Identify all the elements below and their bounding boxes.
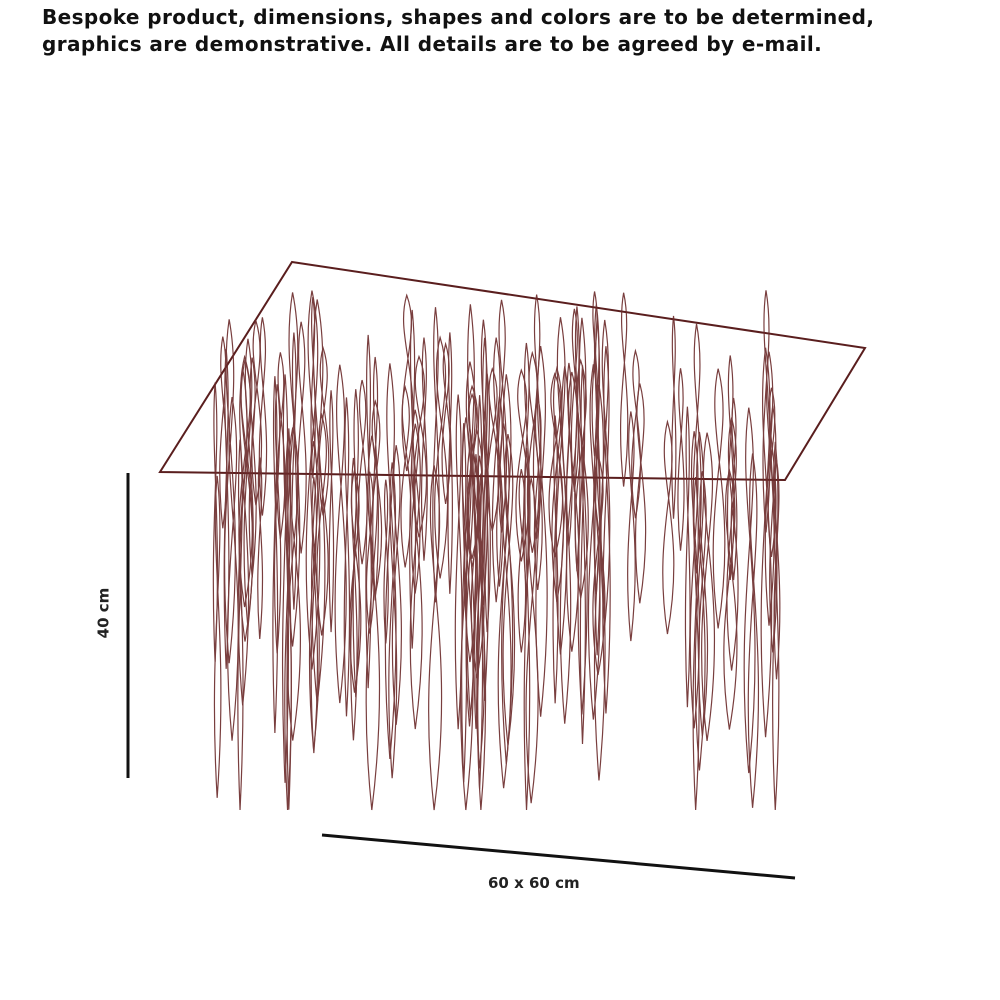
crystal-ribbon — [744, 408, 755, 773]
crystal-ribbon — [442, 344, 450, 504]
crystal-ribbon — [672, 316, 676, 519]
ceiling-plate — [160, 262, 865, 480]
crystal-ribbon — [297, 322, 306, 554]
crystal-ribbon — [220, 337, 227, 529]
crystal-ribbon — [344, 397, 349, 716]
width-label: 60 x 60 cm — [488, 874, 580, 892]
crystal-ribbon — [628, 411, 636, 641]
height-label: 40 cm — [94, 587, 113, 639]
crystal-ribbon — [621, 293, 628, 487]
crystal-ribbon — [252, 321, 262, 506]
crystal-ribbon — [678, 368, 684, 550]
crystal-ribbon — [724, 470, 737, 729]
width-dimension-line — [322, 835, 795, 878]
crystal-ribbon — [663, 422, 674, 634]
crystal-ribbon — [685, 407, 690, 707]
crystal-ribbon — [567, 372, 579, 652]
crystal-ribbon — [292, 333, 297, 610]
crystal-ribbon — [310, 441, 320, 750]
crystal-ribbon — [492, 338, 501, 603]
crystal-ribbon — [329, 390, 333, 632]
crystal-ribbon — [214, 476, 220, 798]
crystal-ribbon — [632, 351, 641, 519]
crystal-ribbon — [713, 369, 725, 629]
crystal-ribbon — [435, 337, 448, 578]
crystal-ribbon — [358, 380, 367, 564]
disclaimer-text: Bespoke product, dimensions, shapes and colors are to be determined, graphics are demonstrative. All details are to be agreed by e-mail. — [42, 5, 875, 56]
crystal-ribbon — [277, 352, 285, 539]
crystal-ribbon — [603, 346, 610, 713]
crystal-ribbon — [748, 453, 758, 807]
crystal-ribbons — [213, 290, 780, 810]
crystal-ribbon — [401, 387, 411, 567]
